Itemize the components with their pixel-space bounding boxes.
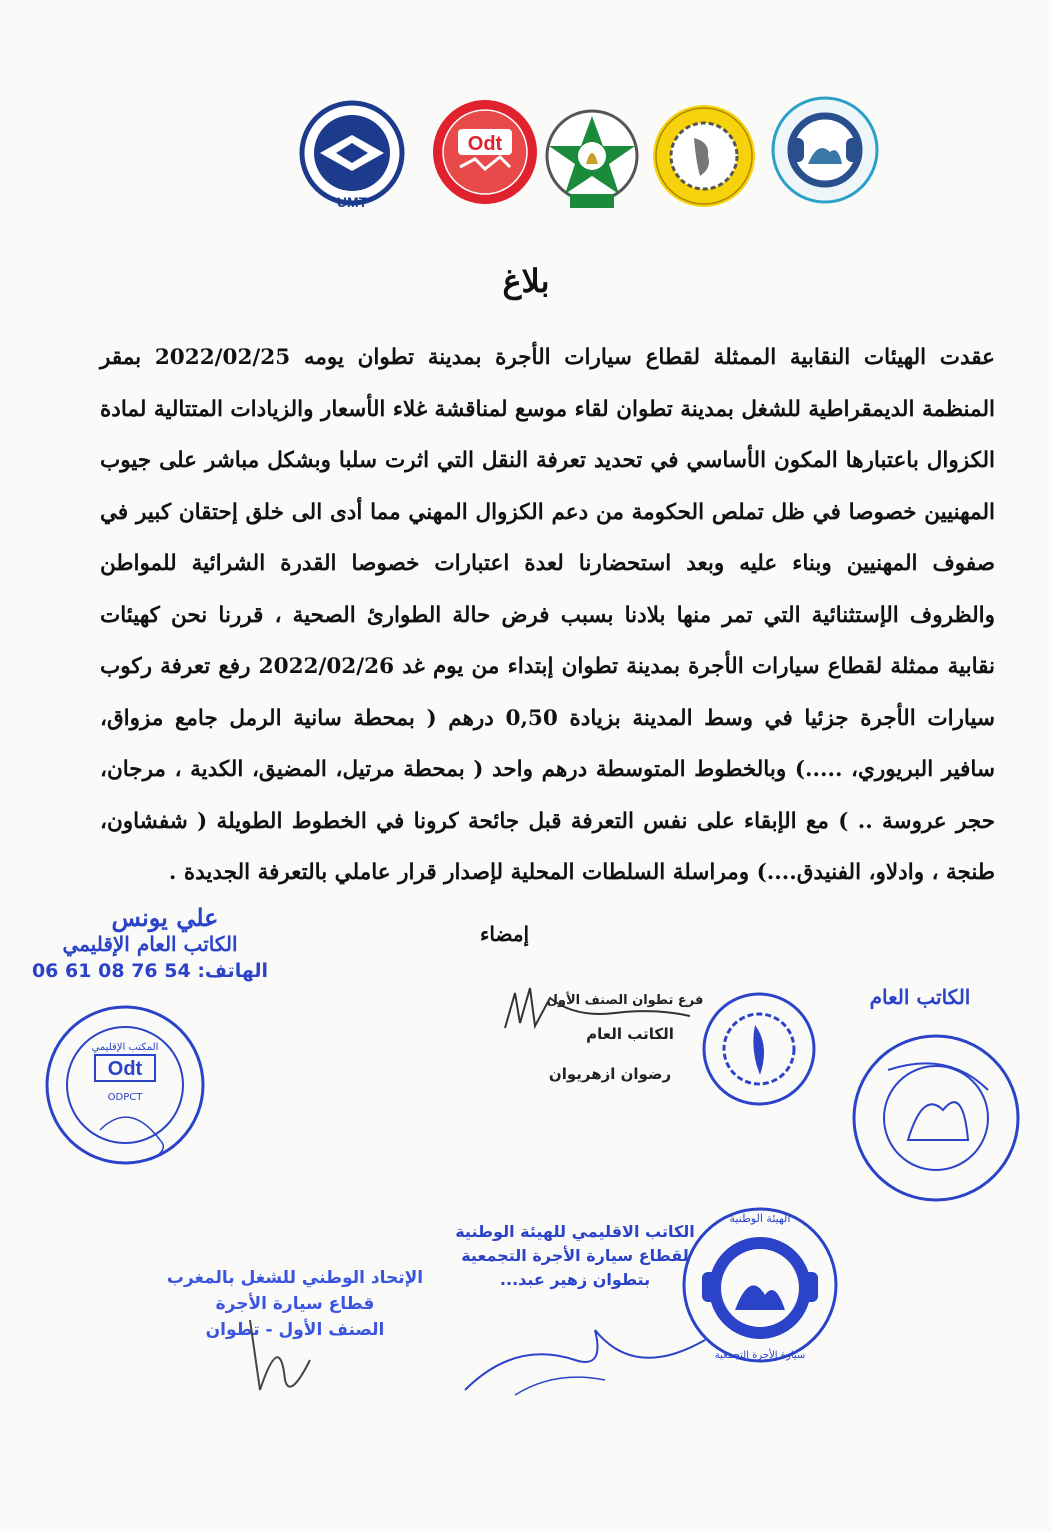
bottom-right-stamp [680, 1200, 840, 1370]
bottom-left-stamp-line: قطاع سيارة الأجرة [215, 1294, 375, 1314]
left-signatory-title: الكاتب العام الإقليمي [62, 932, 238, 956]
signature-label: إمضاء [480, 922, 530, 946]
svg-text:ODPCT: ODPCT [107, 1092, 143, 1103]
svg-text:سيارة الأجرة التجمعية: سيارة الأجرة التجمعية [714, 1350, 806, 1361]
svg-text:Odt: Odt [467, 133, 503, 155]
svg-text:UMT: UMT [336, 194, 368, 210]
center-branch: فرع تطوان الصنف الأول [546, 993, 704, 1008]
right-signatory-title: الكاتب العام [869, 985, 971, 1009]
bottom-left-handwritten-signature [230, 1300, 320, 1410]
odt-logo [430, 97, 540, 207]
svg-text:الهيئة الوطنية: الهيئة الوطنية [729, 1212, 791, 1225]
taxi-authority-logo [768, 90, 883, 210]
left-stamp [40, 1000, 210, 1170]
bottom-center-stamp-line: بتطوان زهير عبد... [499, 1270, 651, 1289]
national-union-logo [540, 98, 645, 216]
bottom-left-stamp-line: الإتحاد الوطني للشغل بالمغرب [166, 1268, 424, 1288]
left-signatory-phone: الهاتف: 54 76 08 61 06 [31, 960, 269, 982]
center-name: رضوان ازهريوان [548, 1065, 672, 1083]
bottom-center-stamp [455, 1220, 695, 1292]
left-signatory-name: علي يونس [111, 903, 219, 932]
bottom-center-stamp-line: لقطاع سيارة الأجرة التجمعية [461, 1246, 689, 1265]
center-title: الكاتب العام [586, 1025, 674, 1043]
right-stamp [848, 1030, 1023, 1205]
cdt-logo [650, 102, 758, 210]
center-stamp [700, 990, 818, 1108]
umt-logo [290, 95, 415, 215]
bottom-left-stamp-line: الصنف الأول - تطوان [205, 1320, 385, 1340]
bottom-center-handwritten-signature [455, 1300, 715, 1405]
bottom-center-stamp-line: الكاتب الاقليمي للهيئة الوطنية [455, 1222, 695, 1241]
document-body: عقدت الهيئات النقابية الممثلة لقطاع سيارات الأجرة بمدينة تطوان يومه 2022/02/25 بمقر المنظمة الديمقراطية للشغل بمدينة تطوان لقاء موسع لمناقشة غلاء الأسعار والزيادات المتتالية لمادة الكزوال باعتبارها المكون الأساسي في تحديد تعرفة النقل التي اثرت سلبا وبشكل مباشر على جيوب المهنيين خصوصا في ظل تملص الحكومة من دعم الكزوال المهني مما أدى الى خلق إحتقان كبير في صفوف المهنيين وبناء عليه وبعد استحضارنا لعدة اعتبارات خصوصا القدرة الشرائية للمواطن والظروف الإستثنائية التي تمر منها بلادنا بسبب فرض حالة الطوارئ الصحية ، قررنا نحن كهيئات نقابية ممثلة لقطاع سيارات الأجرة بمدينة تطوان إبتداء من يوم غد 2022/02/26 رفع تعرفة ركوب سيارات الأجرة جزئيا في وسط المدينة بزيادة 0,50 درهم ( بمحطة سانية الرمل جامع مزواق، سافير البريوري، .....) وبالخطوط المتوسطة درهم واحد ( بمحطة مرتيل، المضيق، الكدية ، مرجان، حجر عروسة .. ) مع الإبقاء على نفس التعرفة قبل جائحة كرونا في الخطوط الطويلة ( شفشاون، طنجة ، وادلاو، الفنيدق....) ومراسلة السلطات المحلية لإصدار قرار عاملي بالتعرفة الجديدة . [100, 345, 995, 885]
svg-text:المكتب الإقليمي: المكتب الإقليمي [91, 1042, 159, 1053]
document-title: بلاغ [502, 262, 550, 300]
svg-text:Odt: Odt [107, 1058, 143, 1080]
